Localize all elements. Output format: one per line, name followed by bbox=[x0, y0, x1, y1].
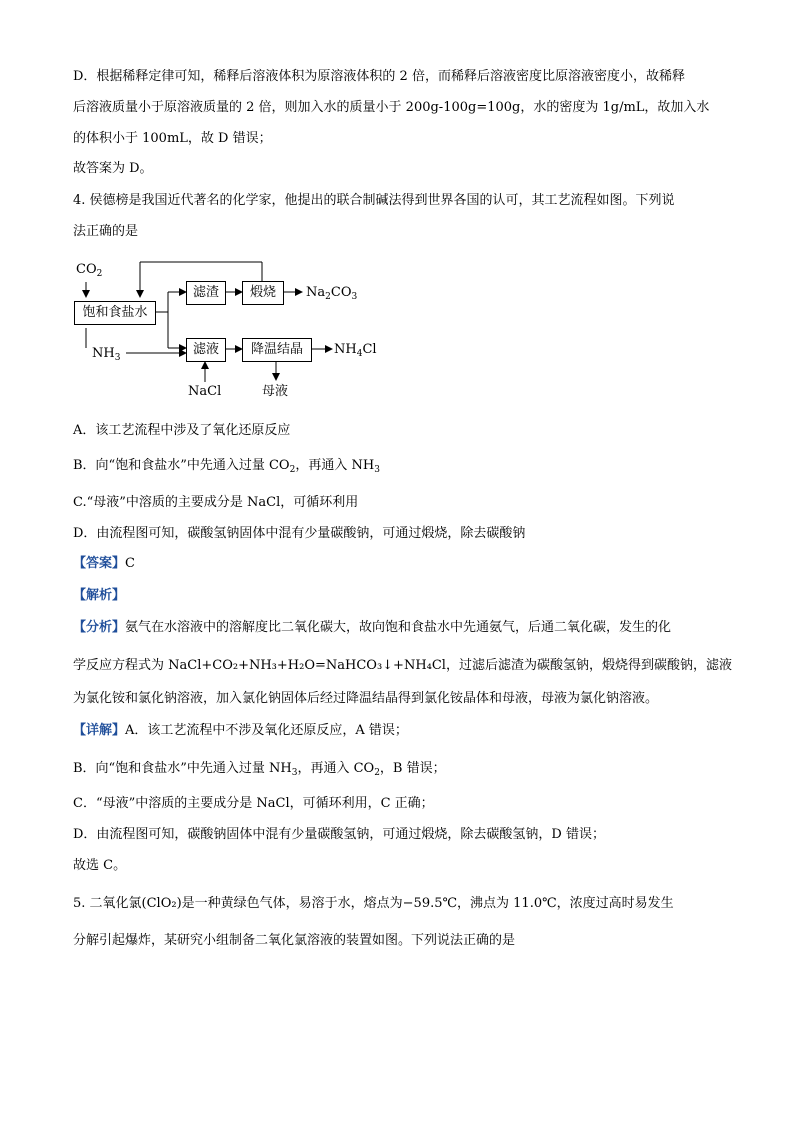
analysis-line: 学反应方程式为 NaCl+CO₂+NH₃+H₂O=NaHCO₃↓+NH₄Cl，过滤后滤渣为碳酸氢钠，煅烧得到碳酸钠，滤液 bbox=[73, 658, 732, 673]
nh3-label: $NH_3$ bbox=[92, 346, 121, 363]
question-5-stem: 分解引起爆炸，某研究小组制备二氧化氯溶液的装置如图。下列说法正确的是 bbox=[73, 933, 516, 948]
residue-box: 滤渣 bbox=[186, 281, 226, 305]
answer-line: 【答案】C bbox=[73, 556, 135, 571]
detail-line: 【详解】A．该工艺流程中不涉及氧化还原反应，A 错误； bbox=[73, 723, 408, 738]
question-4-stem: 法正确的是 bbox=[73, 224, 139, 239]
analysis-line: 为氯化铵和氯化钠溶液，加入氯化钠固体后经过降温结晶得到氯化铵晶体和母液，母液为氯化钠溶液。 bbox=[73, 691, 659, 706]
flow-arrows bbox=[70, 252, 390, 402]
text-line: 的体积小于 100mL，故 D 错误； bbox=[73, 131, 272, 146]
cooling-crystallization-box: 降温结晶 bbox=[242, 338, 312, 362]
nh4cl-label: $NH_4Cl$ bbox=[334, 342, 377, 359]
option-c: C.“母液”中溶质的主要成分是 NaCl，可循环利用 bbox=[73, 495, 359, 510]
calcine-box: 煅烧 bbox=[242, 281, 284, 305]
text-line: 后溶液质量小于原溶液质量的 2 倍，则加入水的质量小于 200g-100g=100g，水的密度为 1g/mL，故加入水 bbox=[73, 100, 710, 115]
question-4-stem: 4. 侯德榜是我国近代著名的化学家，他提出的联合制碱法得到世界各国的认可，其工艺流程如图。下列说 bbox=[73, 193, 675, 208]
text-line: 故答案为 D。 bbox=[73, 161, 153, 176]
option-b: B．向“饱和食盐水”中先通入过量 $CO_2$，再通入 $NH_3$ bbox=[73, 458, 380, 475]
question-5-stem: 5. 二氧化氯(ClO₂)是一种黄绿色气体，易溶于水，熔点为−59.5℃，沸点为 11.0℃，浓度过高时易发生 bbox=[73, 896, 674, 911]
mother-liquor-label: 母液 bbox=[262, 384, 289, 399]
process-flow-diagram bbox=[70, 252, 390, 402]
option-a: A．该工艺流程中涉及了氧化还原反应 bbox=[73, 423, 291, 438]
analysis-line: 【分析】氨气在水溶液中的溶解度比二氧化碳大，故向饱和食盐水中先通氨气，后通二氧化碳，发生的化 bbox=[73, 620, 672, 635]
option-d: D．由流程图可知，碳酸氢钠固体中混有少量碳酸钠，可通过煅烧，除去碳酸钠 bbox=[73, 526, 526, 541]
detail-line: B．向“饱和食盐水”中先通入过量 $NH_3$，再通入 $CO_2$，B 错误； bbox=[73, 761, 446, 778]
detail-line: D．由流程图可知，碳酸钠固体中混有少量碳酸氢钠，可通过煅烧，除去碳酸氢钠，D 错误； bbox=[73, 827, 605, 842]
nacl-label: NaCl bbox=[188, 384, 222, 399]
detail-line: C．“母液”中溶质的主要成分是 NaCl，可循环利用，C 正确； bbox=[73, 796, 434, 811]
na2co3-label: $Na_2CO_3$ bbox=[306, 285, 358, 302]
analysis-heading: 【解析】 bbox=[73, 588, 126, 603]
detail-line: 故选 C。 bbox=[73, 858, 127, 873]
saturated-brine-box: 饱和食盐水 bbox=[74, 301, 156, 325]
filtrate-box: 滤液 bbox=[186, 338, 226, 362]
text-line: D．根据稀释定律可知，稀释后溶液体积为原溶液体积的 2 倍，而稀释后溶液密度比原溶液密度小，故稀释 bbox=[73, 69, 685, 84]
co2-label: $CO_2$ bbox=[76, 262, 103, 279]
